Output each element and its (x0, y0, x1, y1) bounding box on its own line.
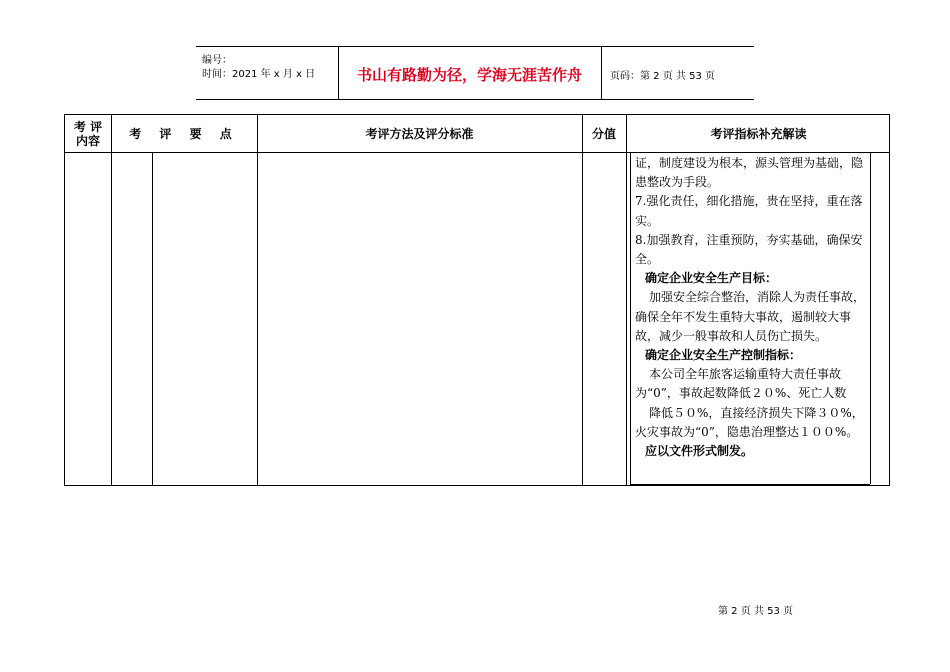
col-header-points-label: 考 评 要 点 (129, 126, 239, 141)
interpretation-line: 加强安全综合整治，消除人为责任事故，确保全年不发生重特大事故，遏制较大事故，减少一般事故和人员伤亡损失。 (635, 290, 866, 343)
col-header-method-label: 考评方法及评分标准 (365, 126, 474, 141)
interpretation-heading: 确定企业安全生产目标： (645, 271, 778, 286)
interpretation-line: 8.加强教育，注重预防，夯实基础，确保安全。 (635, 232, 863, 267)
col-header-score (582, 115, 626, 152)
header-page-info: 页码：第 2 页 共 53 页 (610, 71, 715, 82)
interpretation-line: 证，制度建设为根本，源头管理为基础，隐患整改为手段。 (635, 156, 864, 190)
header-meta-cell (196, 47, 339, 99)
interpretation-box-bottom (630, 484, 870, 485)
column-divider (257, 115, 258, 485)
interpretation-line: 7.强化责任，细化措施，贵在坚持，重在落实。 (635, 194, 863, 228)
col-header-content-label: 考 评 内容 (73, 119, 103, 148)
column-divider (111, 115, 112, 485)
interpretation-line: 降低５０%，直接经济损失下降３０%，火灾事故为“0”，隐患治理整达１００%。 (635, 405, 864, 439)
header-row-divider (65, 152, 889, 153)
col-header-score-label: 分值 (591, 126, 616, 141)
document-header (196, 46, 754, 100)
col-header-points (111, 115, 257, 152)
col-header-method (257, 115, 582, 152)
interpretation-heading: 确定企业安全生产控制指标： (645, 348, 802, 363)
interpretation-text (635, 154, 871, 461)
column-divider (582, 115, 583, 485)
header-page-cell (601, 47, 755, 99)
header-motto: 书山有路勤为径，学海无涯苦作舟 (356, 66, 582, 84)
interpretation-box-left (630, 152, 631, 484)
interpretation-line: 本公司全年旅客运输重特大责任事故为“0”，事故起数降低２０%、死亡人数 (635, 367, 847, 401)
col-header-interpretation (626, 115, 891, 152)
interpretation-heading: 应以文件形式制发。 (645, 444, 754, 459)
column-divider (152, 152, 153, 485)
page-footer: 第 2 页 共 53 页 (718, 606, 793, 617)
document-number-label: 编号： (202, 55, 232, 66)
col-header-content (65, 115, 111, 152)
document-time: 时间：2021 年 x 月 x 日 (202, 69, 316, 80)
column-divider (626, 115, 627, 485)
col-header-interpretation-label: 考评指标补充解读 (710, 126, 807, 141)
evaluation-table (64, 114, 890, 486)
